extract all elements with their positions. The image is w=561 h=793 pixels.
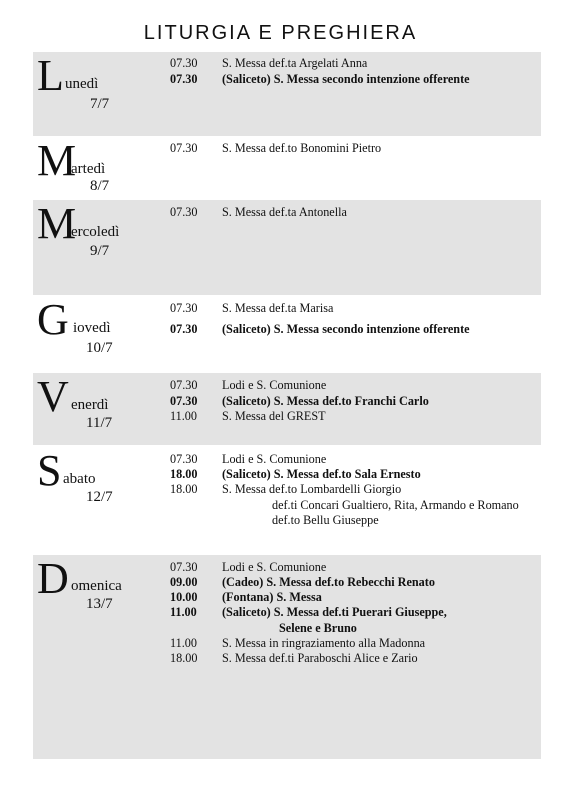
event-text: (Saliceto) S. Messa def.to Sala Ernesto bbox=[222, 467, 421, 481]
event-text: S. Messa def.to Lombardelli Giorgio bbox=[222, 482, 402, 496]
day-name-rest: abato bbox=[63, 471, 96, 487]
event-time: 07.30 bbox=[170, 322, 198, 336]
day-initial: L bbox=[37, 51, 64, 100]
event-time: 09.00 bbox=[170, 575, 198, 589]
day-name-rest: enerdì bbox=[71, 397, 109, 413]
event-text: S. Messa def.ta Antonella bbox=[222, 205, 347, 219]
day-block-sabato bbox=[33, 447, 541, 555]
day-date: 11/7 bbox=[86, 415, 113, 431]
event-text: S. Messa def.ti Paraboschi Alice e Zario bbox=[222, 651, 418, 665]
day-block-giovedi bbox=[33, 295, 541, 373]
event-time: 18.00 bbox=[170, 467, 198, 481]
day-block-venerdi bbox=[33, 373, 541, 445]
event-time: 07.30 bbox=[170, 205, 198, 219]
event-text: S. Messa def.ta Marisa bbox=[222, 301, 334, 315]
day-name-rest: artedì bbox=[71, 161, 106, 177]
event-time: 18.00 bbox=[170, 651, 198, 665]
day-block-mercoledi bbox=[33, 200, 541, 295]
day-name-rest: iovedì bbox=[73, 320, 111, 336]
event-text: S. Messa def.to Bonomini Pietro bbox=[222, 141, 382, 155]
day-initial: M bbox=[37, 136, 77, 185]
event-time: 07.30 bbox=[170, 301, 198, 315]
event-time: 07.30 bbox=[170, 394, 198, 408]
event-text: (Cadeo) S. Messa def.to Rebecchi Renato bbox=[222, 575, 435, 589]
event-time: 11.00 bbox=[170, 605, 197, 619]
day-initial: G bbox=[37, 295, 69, 344]
event-continuation: def.ti Concari Gualtiero, Rita, Armando e Romano bbox=[272, 498, 519, 512]
event-text: Lodi e S. Comunione bbox=[222, 378, 327, 392]
event-text: Lodi e S. Comunione bbox=[222, 452, 327, 466]
day-block-lunedi bbox=[33, 52, 541, 136]
page-title: LITURGIA E PREGHIERA bbox=[143, 22, 418, 44]
day-date: 10/7 bbox=[86, 340, 113, 356]
event-text: S. Messa del GREST bbox=[222, 409, 326, 423]
event-time: 10.00 bbox=[170, 590, 198, 604]
event-text: S. Messa in ringraziamento alla Madonna bbox=[222, 636, 426, 650]
event-continuation: Selene e Bruno bbox=[279, 621, 357, 635]
day-date: 12/7 bbox=[86, 489, 113, 505]
day-initial: V bbox=[37, 372, 69, 421]
day-name-rest: unedì bbox=[65, 76, 99, 92]
day-name-rest: ercoledì bbox=[71, 224, 120, 240]
day-date: 13/7 bbox=[86, 596, 113, 612]
event-continuation: def.to Bellu Giuseppe bbox=[272, 513, 379, 527]
day-initial: D bbox=[37, 554, 69, 603]
event-time: 07.30 bbox=[170, 378, 198, 392]
event-text: Lodi e S. Comunione bbox=[222, 560, 327, 574]
day-date: 9/7 bbox=[90, 243, 110, 259]
day-initial: S bbox=[37, 446, 62, 495]
event-time: 11.00 bbox=[170, 636, 197, 650]
day-date: 7/7 bbox=[90, 96, 110, 112]
event-time: 07.30 bbox=[170, 56, 198, 70]
event-text: (Saliceto) S. Messa def.ti Puerari Giuseppe, bbox=[222, 605, 447, 619]
day-block-domenica bbox=[33, 555, 541, 759]
event-time: 07.30 bbox=[170, 72, 198, 86]
day-name-rest: omenica bbox=[71, 578, 122, 594]
event-text: (Saliceto) S. Messa secondo intenzione offerente bbox=[222, 322, 470, 336]
event-time: 11.00 bbox=[170, 409, 197, 423]
event-text: (Saliceto) S. Messa secondo intenzione offerente bbox=[222, 72, 470, 86]
day-date: 8/7 bbox=[90, 178, 110, 194]
event-text: S. Messa def.ta Argelati Anna bbox=[222, 56, 368, 70]
event-time: 07.30 bbox=[170, 452, 198, 466]
event-text: (Saliceto) S. Messa def.to Franchi Carlo bbox=[222, 394, 429, 408]
event-time: 07.30 bbox=[170, 560, 198, 574]
event-time: 07.30 bbox=[170, 141, 198, 155]
event-time: 18.00 bbox=[170, 482, 198, 496]
event-text: (Fontana) S. Messa bbox=[222, 590, 322, 604]
day-block-martedi bbox=[33, 136, 541, 198]
day-initial: M bbox=[37, 199, 77, 248]
